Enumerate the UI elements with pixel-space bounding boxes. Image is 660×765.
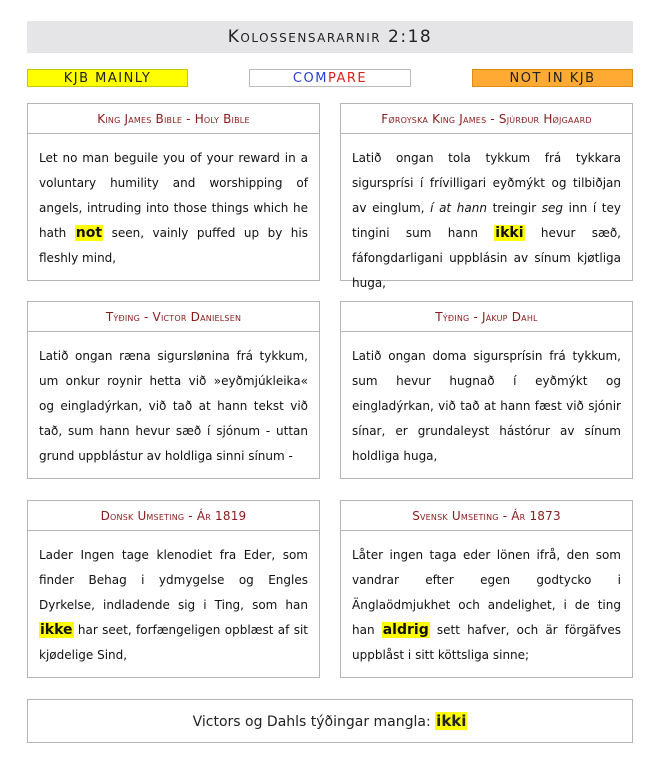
card-text: Latið ongan ræna sigurslønina frá tykkum, um onkur roynir hetta við »eyðmjúkleika« og eingladýrkan, við tað at hann tekst við tað, sum hann hevur sæð í sjónum - uttan grund uppblástur av holdliga sinni sínum - bbox=[39, 349, 308, 463]
card-danish-1819 bbox=[27, 500, 320, 678]
card-text bbox=[341, 531, 632, 680]
card-heading: Týðing - Jákup Dahl bbox=[341, 302, 632, 332]
card-heading: Donsk Umseting - Ár 1819 bbox=[28, 501, 319, 531]
footer-note bbox=[27, 699, 633, 743]
legend-not-in-kjb: NOT IN KJB bbox=[472, 69, 633, 87]
compare-part-2: PARE bbox=[327, 71, 368, 86]
card-jakup-dahl bbox=[340, 301, 633, 479]
highlight-word: ikke bbox=[40, 622, 73, 638]
legend-compare[interactable] bbox=[249, 69, 411, 87]
footer-highlight-word: ikki bbox=[436, 712, 467, 730]
page-title: Kolossensararnir 2:18 bbox=[27, 21, 633, 53]
card-text bbox=[341, 134, 632, 308]
verse-text-mid-2: inn í tey tingini sum hann bbox=[352, 201, 622, 240]
compare-part-1: COM bbox=[292, 71, 328, 86]
card-heading: Týðing - Victor Danielsen bbox=[28, 302, 319, 332]
card-swedish-1873 bbox=[340, 500, 633, 678]
card-faroese-kj bbox=[340, 103, 633, 290]
verse-text-after: har seet, forfængeligen opblæst af sit kjødelige Sind, bbox=[39, 623, 308, 662]
verse-text-mid-1: treingir bbox=[486, 201, 542, 215]
footer-text: Victors og Dahls týðingar mangla: bbox=[192, 714, 436, 730]
verse-text-before: Låter ingen taga eder lönen ifrå, den som vandrar efter egen godtycko i Änglaödmjukhet och andelighet, i de ting han bbox=[352, 548, 621, 637]
card-heading: Svensk Umseting - Ár 1873 bbox=[341, 501, 632, 531]
highlight-word: aldrig bbox=[382, 622, 429, 638]
card-text bbox=[28, 531, 319, 680]
verse-text-before: Lader Ingen tage klenodiet fra Eder, som finder Behag i ydmygelse og Engles Dyrkelse, indladende sig i Ting, som han bbox=[39, 548, 308, 612]
card-heading: Føroyska King James - Sjúrður Højgaard bbox=[341, 104, 632, 134]
verse-text-after: seen, vainly puffed up by his fleshly mind, bbox=[39, 226, 308, 265]
highlight-word: not bbox=[75, 225, 103, 241]
card-victor-danielsen bbox=[27, 301, 320, 479]
verse-italic-1: í at hann bbox=[430, 201, 487, 215]
verse-italic-2: seg bbox=[541, 201, 564, 215]
card-text bbox=[28, 134, 319, 283]
verse-text-before: Latið ongan tola tykkum frá tykkara sigursprísi í frívilligari eyðmýkt og tilbiðjan av einglum, bbox=[352, 151, 621, 215]
legend-kjb-mainly: KJB MAINLY bbox=[27, 69, 188, 87]
card-text: Latið ongan doma sigursprísin frá tykkum, sum hevur hugnað í eyðmýkt og eingladýrkan, við tað at hann fæst við sjónir sínar, er grundaleyst hástórur av sínum holdliga huga, bbox=[352, 349, 621, 463]
highlight-word: ikki bbox=[495, 225, 524, 241]
verse-text-before: Let no man beguile you of your reward in a voluntary humility and worshipping of angels, intruding into those things which he hath bbox=[39, 151, 308, 240]
verse-text-after: sett hafver, och är förgäfves uppblåst i sitt köttsliga sinne; bbox=[352, 623, 621, 662]
card-kjv bbox=[27, 103, 320, 281]
verse-text-after: hevur sæð, fáfongdarligani uppblásin av sínum kjøtligа huga, bbox=[352, 226, 621, 290]
card-heading: King James Bible - Holy Bible bbox=[28, 104, 319, 134]
